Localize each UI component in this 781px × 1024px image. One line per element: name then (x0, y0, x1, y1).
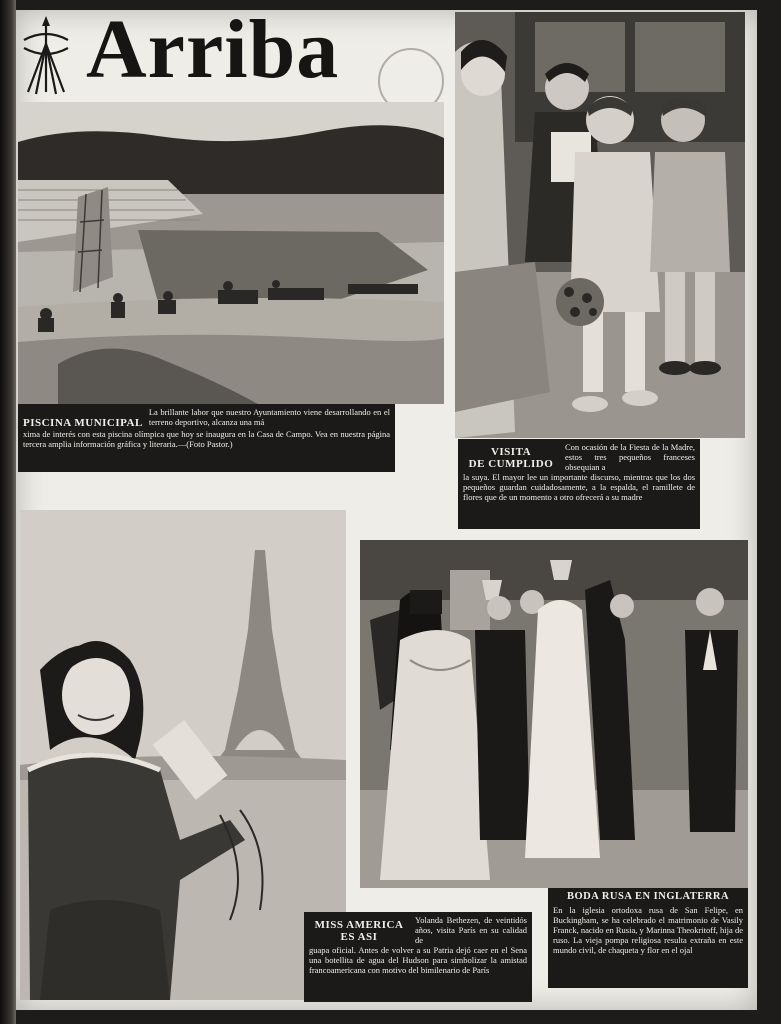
children-flowers-photo-icon (455, 12, 745, 438)
caption-visita-body: la suya. El mayor lee un importante discurso, mientras que los dos pequeños guardan cuidadosamente, a la espalda, el ramillete de flores que de un momento a otro ofrecerá a su madre (463, 472, 695, 502)
yoke-arrows-emblem-icon (16, 14, 76, 98)
caption-piscina-row (23, 407, 390, 429)
olympic-pool-photo-icon (18, 102, 444, 404)
caption-piscina-lead: La brillante labor que nuestro Ayuntamiento viene desarrollando en el terreno deportivo, alcanza una má (148, 407, 390, 427)
russian-wedding-photo-icon (360, 540, 748, 888)
caption-visita-lead: Con ocasión de la Fiesta de la Madre, estos tres pequeños franceses obsequian a (565, 442, 695, 472)
page-spine (0, 0, 16, 1024)
caption-piscina-body: xima de interés con esta piscina olímpica que hoy se inaugura en la Casa de Campo. Vea en nuestra página tercera amplia información gráfica y literaria.—(Foto Pastor.) (23, 429, 390, 449)
wedding-photo (360, 540, 748, 888)
caption-visita-heading-block (463, 442, 559, 472)
caption-miss-heading-1: MISS AMERICA (314, 919, 404, 931)
caption-boda-heading: BODA RUSA EN INGLATERRA (566, 891, 730, 902)
caption-miss-lead: Yolanda Bethezen, de veintidós años, visita París en su calidad de (415, 915, 527, 945)
miss-america-photo (20, 510, 346, 1000)
caption-miss-heading-2: ES ASI (340, 931, 378, 943)
caption-visita-de-cumplido (458, 439, 700, 529)
caption-boda-body: En la iglesia ortodoxa rusa de San Felipe, en Buckingham, se ha celebrado el matrimonio de Vasily Franck, nacido en Rusia, y Marinna Theokritoff, hija de ruso. La vieja pompa religiosa resulta extraña en este mundo civil, de chaqueta y flor en el ojal (553, 905, 743, 955)
caption-visita-heading-2: DE CUMPLIDO (468, 458, 554, 470)
caption-boda-rusa (548, 888, 748, 988)
caption-piscina-heading: PISCINA MUNICIPAL (23, 417, 143, 429)
miss-america-eiffel-photo-icon (20, 510, 346, 1000)
caption-miss-row (309, 915, 527, 945)
masthead-title: Arriba (86, 3, 340, 96)
caption-visita-row (463, 442, 695, 472)
caption-visita-heading-1: VISITA (490, 446, 532, 458)
caption-piscina-municipal (18, 404, 395, 472)
caption-miss-body: guapa oficial. Antes de volver a su Patria dejó caer en el Sena una botellita de agua del Hudson para simbolizar la amistad francoamericana con motivo del bimilenario de París (309, 945, 527, 975)
children-photo (455, 12, 745, 438)
caption-miss-america (304, 912, 532, 1002)
caption-miss-heading-block (309, 915, 409, 945)
pool-photo (18, 102, 444, 404)
